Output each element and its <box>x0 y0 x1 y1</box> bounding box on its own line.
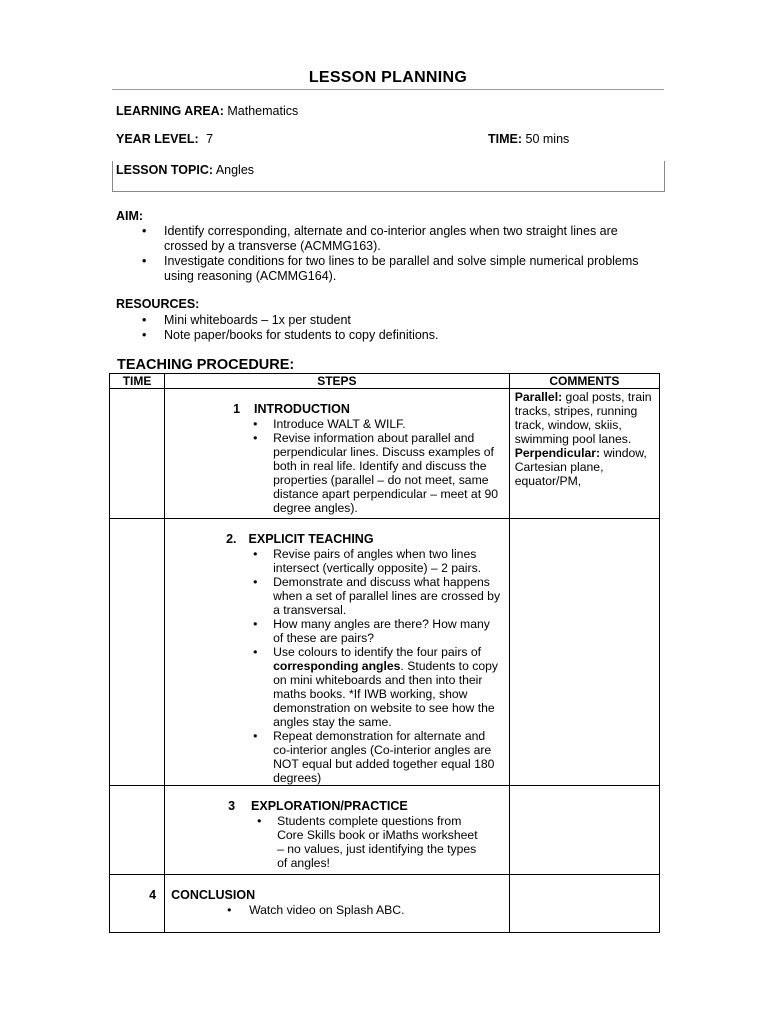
steps-cell <box>165 875 510 933</box>
parallel-label: Parallel: <box>514 390 563 404</box>
step-bullet: • Revise information about parallel and perpendicular lines. Discuss examples of both in real life. Identify and discuss the properties (parallel – do not meet, same distance apart perpendicular – meet at 90 degree angles). <box>249 431 499 515</box>
step-title: CONCLUSION <box>171 888 256 902</box>
colours-text: Use colours to identify the four pairs of <box>273 645 482 659</box>
table-row <box>110 389 660 519</box>
table-row <box>110 786 660 875</box>
step-title: INTRODUCTION <box>254 402 350 416</box>
year-level-label: YEAR LEVEL: <box>116 132 199 146</box>
step-bullet: • How many angles are there? How many of these are pairs? <box>249 617 501 645</box>
step-number: 1 <box>233 402 241 416</box>
year-level-row <box>116 132 213 146</box>
step-bullet: • Revise pairs of angles when two lines intersect (vertically opposite) – 2 pairs. <box>249 547 501 575</box>
step-bullet <box>249 645 501 729</box>
lesson-topic-value: Angles <box>215 163 255 177</box>
step-number: 3 <box>228 799 236 813</box>
time-cell <box>110 389 165 519</box>
time-row <box>488 132 569 146</box>
comments-cell <box>509 875 659 933</box>
step-heading <box>165 389 509 417</box>
learning-area-value: Mathematics <box>227 104 299 118</box>
steps-cell <box>165 389 510 519</box>
step-number: 2. <box>226 532 237 546</box>
time-label: TIME: <box>488 132 523 146</box>
resource-item: • Note paper/books for students to copy definitions. <box>138 328 658 343</box>
time-cell <box>110 519 165 786</box>
title-divider <box>112 89 664 90</box>
column-header-comments: COMMENTS <box>509 374 659 389</box>
step-bullets <box>249 547 501 785</box>
comment-text <box>510 389 659 488</box>
time-value: 50 mins <box>525 132 570 146</box>
comments-cell <box>509 519 659 786</box>
perpendicular-examples: window, Cartesian plane, equator/PM, <box>514 446 647 488</box>
learning-area-label: LEARNING AREA: <box>116 104 224 118</box>
comments-cell <box>509 786 659 875</box>
step-title: EXPLORATION/PRACTICE <box>251 799 408 813</box>
year-level-value: 7 <box>206 132 214 146</box>
teaching-procedure-heading: TEACHING PROCEDURE: <box>117 357 295 373</box>
step-bullets <box>249 417 499 515</box>
time-cell <box>110 786 165 875</box>
step-bullet: • Watch video on Splash ABC. <box>227 903 405 917</box>
step-title: EXPLICIT TEACHING <box>248 532 374 546</box>
parallel-examples: goal posts, train tracks, stripes, running track, window, skiis, swimming pool lanes. <box>514 390 652 446</box>
step-heading <box>165 519 509 547</box>
aim-list <box>138 224 658 284</box>
resources-heading: RESOURCES: <box>116 297 200 311</box>
resources-list <box>138 313 658 343</box>
resource-item: • Mini whiteboards – 1x per student <box>138 313 658 328</box>
step-bullet: • Students complete questions from Core Skills book or iMaths worksheet – no values, just identifying the types of angles! <box>253 814 483 870</box>
page-title: LESSON PLANNING <box>308 69 468 86</box>
table-header-row <box>110 374 660 389</box>
teaching-procedure-table <box>109 373 660 933</box>
corresponding-angles-term: corresponding angles <box>273 659 401 673</box>
lesson-topic-row <box>116 163 254 177</box>
column-header-steps: STEPS <box>165 374 510 389</box>
step-bullets <box>191 903 509 917</box>
column-header-time: TIME <box>110 374 165 389</box>
step-bullet: • Demonstrate and discuss what happens when a set of parallel lines are crossed by a transversal. <box>249 575 501 617</box>
colours-text-rest: . Students to copy on mini whiteboards and then into their maths books. *If IWB working, show demonstration on website to see how the angles stay the same. <box>273 659 498 729</box>
step-heading <box>165 786 509 814</box>
step-bullet-text: Watch video on Splash ABC. <box>249 903 405 917</box>
table-row <box>110 519 660 786</box>
step-number: 4 <box>149 888 157 902</box>
comments-cell <box>509 389 659 519</box>
aim-heading: AIM: <box>116 209 144 223</box>
time-cell <box>110 875 165 933</box>
learning-area-row <box>116 104 298 118</box>
table-row <box>110 875 660 933</box>
step-bullet: • Introduce WALT & WILF. <box>249 417 499 431</box>
steps-cell <box>165 519 510 786</box>
aim-item: • Identify corresponding, alternate and co-interior angles when two straight lines are crossed by a transverse (ACMMG163). <box>138 224 658 254</box>
aim-item: • Investigate conditions for two lines to be parallel and solve simple numerical problems using reasoning (ACMMG164). <box>138 254 658 284</box>
step-bullet: • Repeat demonstration for alternate and co-interior angles (Co-interior angles are NOT equal but added together equal 180 degrees) <box>249 729 501 785</box>
step-bullets <box>253 814 483 870</box>
lesson-topic-label: LESSON TOPIC: <box>116 163 214 177</box>
steps-cell <box>165 786 510 875</box>
perpendicular-label: Perpendicular: <box>514 446 601 460</box>
